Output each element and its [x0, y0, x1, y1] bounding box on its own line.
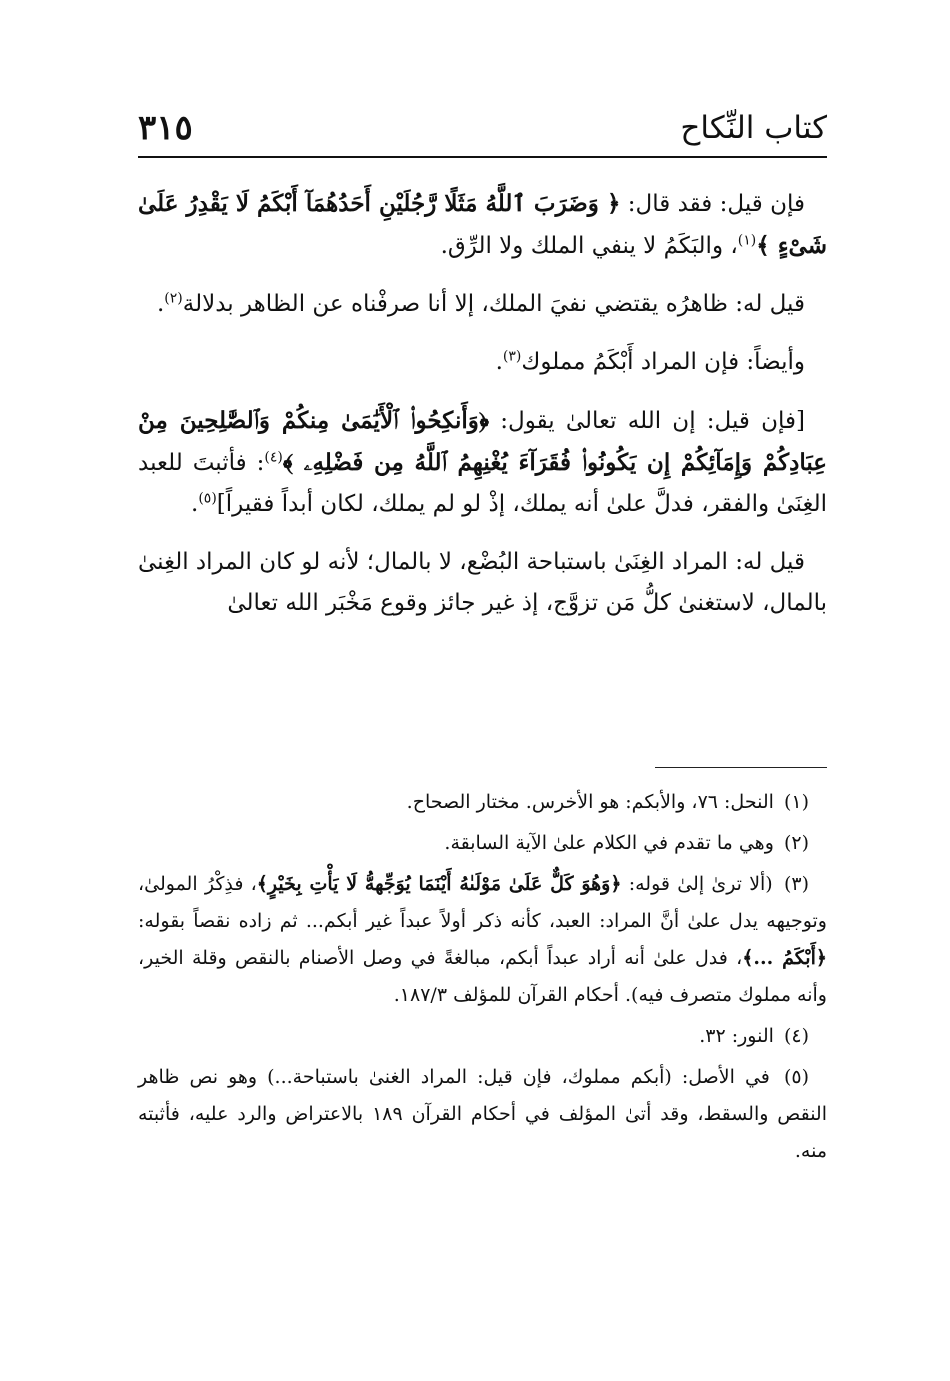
text-segment: قيل له: ظاهرُه يقتضي نفيَ الملك، إلا أنا صرفْناه عن الظاهر بدلالة — [182, 291, 805, 317]
footnote-text: النور: ٣٢. — [699, 1025, 774, 1047]
footnote-ref-5[interactable]: (٥) — [198, 490, 217, 507]
quran-verse: ﴿وَهُوَ كَلٌّ عَلَىٰ مَوْلَىٰهُ أَيْنَمَا يُوَجِّههُّ لَا يَأْتِ بِخَيْرٍ﴾ — [256, 873, 622, 895]
footnote-ref-3[interactable]: (٣) — [502, 348, 522, 365]
footnote-number: (٢) — [783, 832, 809, 854]
footnote-4 — [138, 1018, 827, 1055]
paragraph-3 — [138, 342, 827, 383]
quran-verse: ﴿أَبْكَمُ ...﴾ — [742, 947, 827, 969]
paragraph-5 — [138, 542, 827, 624]
footnote-ref-2[interactable]: (٢) — [164, 290, 183, 307]
footnote-text: وهي ما تقدم في الكلام علىٰ الآية السابقة. — [444, 832, 774, 854]
paragraph-4 — [138, 400, 827, 525]
page-header — [138, 96, 827, 158]
footnote-2 — [138, 825, 827, 862]
paragraph-1 — [138, 183, 827, 267]
text-segment: [فإن قيل: إن الله تعالىٰ يقول: — [489, 408, 805, 434]
book-title: كتاب النِّكاح — [680, 110, 827, 146]
text-segment: . — [191, 491, 199, 517]
footnote-text: في الأصل: (أبكم مملوك، فإن قيل: المراد الغنىٰ باستباحة...) وهو نص ظاهر النقص والسقط، وقد أتىٰ المؤلف في أحكام القرآن ١٨٩ بالاعتراض والرد عليه، فأثبته منه. — [138, 1066, 827, 1162]
text-segment: وأيضاً: فإن المراد أَبْكَمُ مملوك — [521, 349, 805, 375]
page-number: ٣١٥ — [138, 108, 193, 148]
text-segment: : فأثبتَ للعبد الغِنَىٰ والفقر، فدلَّ علىٰ أنه يملك، إذْ لو لم يملك، لكان أبداً فقيراً] — [138, 450, 827, 517]
paragraph-2 — [138, 284, 827, 325]
footnote-number: (١) — [783, 791, 809, 813]
footnote-text: ، فدل علىٰ أنه أراد عبداً أبكم، مبالغةً في وصل الأصنام بالنقص وقلة الخير، وأنه مملوك متصرف فيه). أحكام القرآن للمؤلف ١٨٧/٣. — [138, 947, 827, 1006]
footnote-number: (٥) — [783, 1066, 809, 1088]
quran-verse: ﴿وَأَنكِحُوا۟ ٱلْأَيَٰمَىٰ مِنكُمْ وَٱلصَّٰلِحِينَ مِنْ عِبَادِكُمْ وَإِمَآئِكُمْ إِن يَكُونُوا۟ فُقَرَآءَ يُغْنِهِمُ ٱللَّهُ مِن فَضْلِهِۦ ﴾ — [138, 407, 827, 476]
footnote-number: (٤) — [783, 1025, 809, 1047]
footnote-text: النحل: ٧٦، والأبكم: هو الأخرس. مختار الصحاح. — [406, 791, 774, 813]
footnote-ref-1[interactable]: (١) — [737, 232, 757, 249]
footnote-1 — [138, 784, 827, 821]
footnote-ref-4[interactable]: (٤) — [264, 449, 283, 466]
footnote-divider — [655, 767, 827, 768]
main-text — [138, 183, 827, 641]
text-segment: قيل له: المراد الغِنَىٰ باستباحة البُضْع، لا بالمال؛ لأنه لو كان المراد الغِنىٰ بالمال، لاستغنىٰ كلُّ مَن تزوَّج، إذ غير جائز وقوع مَخْبَر الله تعالىٰ — [138, 549, 827, 616]
footnote-text: (ألا ترىٰ إلىٰ قوله: — [621, 873, 773, 895]
text-segment: فإن قيل: فقد قال: — [620, 191, 805, 217]
text-segment: ، والبَكَمُ لا ينفي الملك ولا الرِّق. — [440, 233, 738, 259]
footnote-5 — [138, 1059, 827, 1170]
text-segment: . — [156, 291, 165, 317]
footnote-number: (٣) — [783, 873, 810, 895]
footnote-3 — [138, 866, 827, 1014]
text-segment: . — [495, 349, 503, 375]
footnotes — [138, 784, 827, 1174]
footnote-text: ، فذِكْرُ المولىٰ، وتوجيهه يدل علىٰ أنَّ المراد: العبد، كأنه ذكر أولاً عبداً غير أبكم... ثم زاده نقصاً بقوله: — [138, 873, 827, 932]
quran-verse: ﴿ وَضَرَبَ ٱللَّهُ مَثَلًا رَّجُلَيْنِ أَحَدُهُمَآ أَبْكَمُ لَا يَقْدِرُ عَلَىٰ شَىْءٍ ﴾ — [138, 190, 827, 259]
